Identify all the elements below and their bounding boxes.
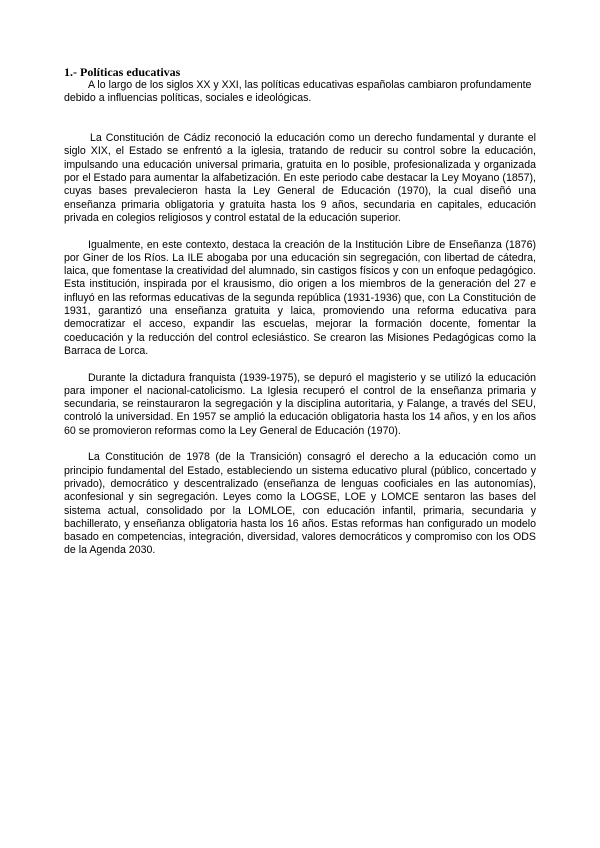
paragraph-franco-dictatorship: Durante la dictadura franquista (1939-1975), se depuró el magisterio y se utilizó la educación para imponer el nacional-catolicismo. La Iglesia recuperó el control de la enseñanza primaria y secundaria, se reinstauraron la segregación y la disciplina autoritaria, y Falange, a través del SEU, controló la universidad. En 1957 se amplió la educación obligatoria hasta los 14 años, y en los años 60 se promovieron reformas como la Ley General de Educación (1970).	[64, 371, 536, 437]
paragraph-gap	[64, 119, 536, 132]
paragraph-constitution-1978: La Constitución de 1978 (de la Transición) consagró el derecho a la educación como un principio fundamental del Estado, estableciendo un sistema educativo plural (público, concertado y privado), democrático y descentralizado (enseñanza de lenguas cooficiales en las autonomías), aconfesional y sin segregación. Leyes como la LOGSE, LOE y LOMCE sentaron las bases del sistema actual, consolidado por la LOMLOE, con educación infantil, primaria, secundaria y bachillerato, y enseñanza obligatoria hasta los 16 años. Estas reformas han configurado un modelo basado en competencias, integración, diversidad, valores democráticos y compromiso con los ODS de la Agenda 2030.	[64, 451, 536, 557]
paragraph-gap	[64, 438, 536, 451]
section-title: 1.- Políticas educativas	[64, 65, 181, 79]
paragraph-cadiz-constitution: La Constitución de Cádiz reconoció la educación como un derecho fundamental y durante el siglo XIX, el Estado se enfrentó a la iglesia, tratando de reducir su control sobre la educación, impulsando una educación universal primaria, gratuita en lo posible, profesionalizada y organizada por el Estado para aumentar la alfabetización. En este periodo cabe destacar la Ley Moyano (1857), cuyas bases prevalecieron hasta la Ley General de Educación (1970), la cual diseñó una enseñanza primaria obligatoria y gratuita hasta los 9 años, secundaria en capitales, educación privada en colegios religiosos y control estatal de la educación superior.	[64, 132, 536, 224]
paragraph-ile: Igualmente, en este contexto, destaca la creación de la Institución Libre de Enseñanza (1876) por Giner de los Ríos. La ILE abogaba por una educación sin segregación, con libertad de cátedra, laica, que fomentase la creatividad del alumnado, sin castigos físicos y con un enfoque pedagógico. Esta institución, inspirada por el krausismo, dio origen a los miembros de la generación del 27 e influyó en las reformas educativas de la segunda república (1931-1936) que, con La Constitución de 1931, garantizó una enseñanza gratuita y laica, promoviendo una reforma educativa para democratizar el acceso, expandir las escuelas, mejorar la formación docente, fomentar la coeducación y la reducción del control eclesiástico. Se crearon las Misiones Pedagógicas como la Barraca de Lorca.	[64, 238, 536, 357]
document-body	[64, 66, 536, 558]
paragraph-gap	[64, 358, 536, 371]
paragraph-intro: A lo largo de los siglos XX y XXI, las políticas educativas españolas cambiaron profundamente debido a influencias políticas, sociales e ideológicas.	[64, 79, 532, 105]
paragraph-gap	[64, 225, 536, 238]
